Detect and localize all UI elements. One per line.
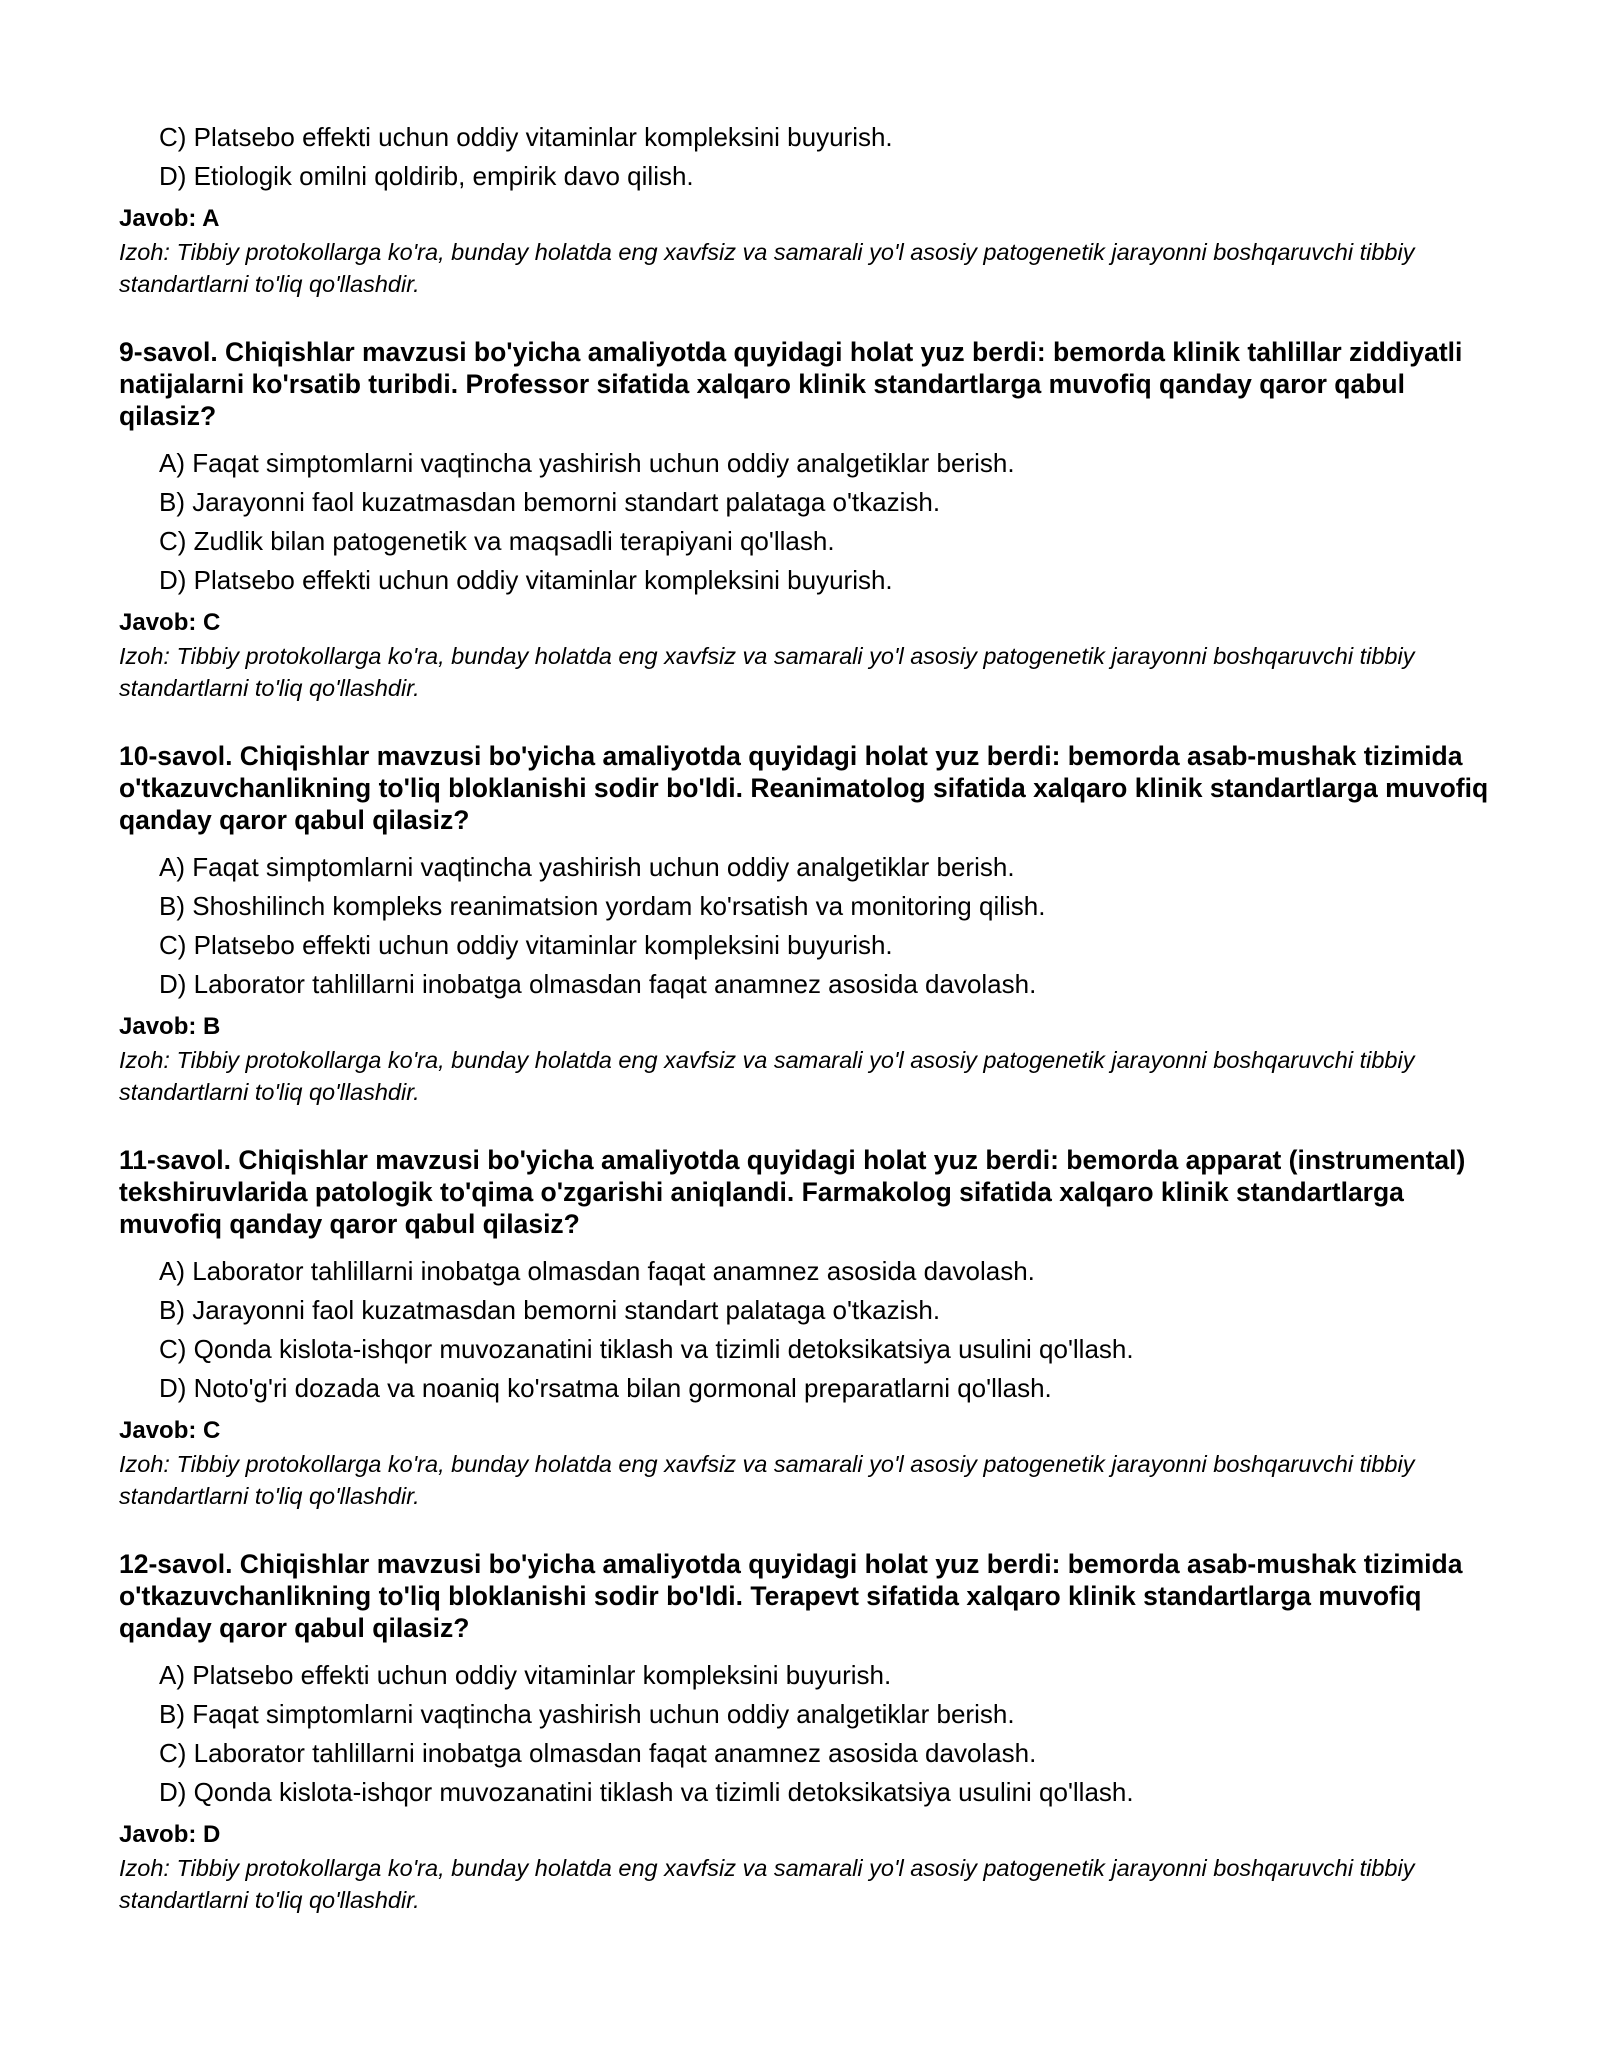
question-text: 9-savol. Chiqishlar mavzusi bo'yicha amaliyotda quyidagi holat yuz berdi: bemorda klinik tahlillar ziddiyatli natijalarni ko'rsatib turibdi. Professor sifatida xalqaro klinik standartlarga muvofiq qanday qaror qabul qilasiz? [119, 337, 1463, 431]
answer-option: D) Noto'g'ri dozada va noaniq ko'rsatma bilan gormonal preparatlarni qo'llash. [159, 1373, 1052, 1403]
answer-option: D) Laborator tahlillarni inobatga olmasdan faqat anamnez asosida davolash. [159, 969, 1037, 999]
answer-option: A) Laborator tahlillarni inobatga olmasdan faqat anamnez asosida davolash. [159, 1256, 1035, 1286]
question-block-continued [119, 118, 1489, 300]
question-block-9 [119, 336, 1489, 704]
answer-option: C) Platsebo effekti uchun oddiy vitaminlar kompleksini buyurish. [159, 122, 893, 152]
answer-key: Javob: B [119, 1013, 221, 1040]
question-block-11 [119, 1144, 1489, 1512]
question-text: 12-savol. Chiqishlar mavzusi bo'yicha amaliyotda quyidagi holat yuz berdi: bemorda asab-mushak tizimida o'tkazuvchanlikning to'liq bloklanishi sodir bo'ldi. Terapevt sifatida xalqaro klinik standartlarga muvofiq qanday qaror qabul qilasiz? [119, 1549, 1463, 1643]
explanation-note: Izoh: Tibbiy protokollarga ko'ra, bunday holatda eng xavfsiz va samarali yo'l asosiy patogenetik jarayonni boshqaruvchi tibbiy standartlarni to'liq qo'llashdir. [119, 239, 1415, 297]
answer-option: C) Qonda kislota-ishqor muvozanatini tiklash va tizimli detoksikatsiya usulini qo'llash. [159, 1334, 1134, 1364]
question-text: 11-savol. Chiqishlar mavzusi bo'yicha amaliyotda quyidagi holat yuz berdi: bemorda apparat (instrumental) tekshiruvlarida patologik to'qima o'zgarishi aniqlandi. Farmakolog sifatida xalqaro klinik standartlarga muvofiq qanday qaror qabul qilasiz? [119, 1145, 1466, 1239]
answer-option: B) Shoshilinch kompleks reanimatsion yordam ko'rsatish va monitoring qilish. [159, 891, 1046, 921]
answer-option: C) Laborator tahlillarni inobatga olmasdan faqat anamnez asosida davolash. [159, 1738, 1037, 1768]
answer-key: Javob: C [119, 1417, 221, 1444]
explanation-note: Izoh: Tibbiy protokollarga ko'ra, bunday holatda eng xavfsiz va samarali yo'l asosiy patogenetik jarayonni boshqaruvchi tibbiy standartlarni to'liq qo'llashdir. [119, 1451, 1415, 1509]
answer-option: B) Faqat simptomlarni vaqtincha yashirish uchun oddiy analgetiklar berish. [159, 1699, 1015, 1729]
answer-option: A) Faqat simptomlarni vaqtincha yashirish uchun oddiy analgetiklar berish. [159, 448, 1015, 478]
question-block-10 [119, 740, 1489, 1108]
answer-key: Javob: C [119, 609, 221, 636]
answer-option: C) Zudlik bilan patogenetik va maqsadli terapiyani qo'llash. [159, 526, 835, 556]
answer-option: A) Platsebo effekti uchun oddiy vitaminlar kompleksini buyurish. [159, 1660, 892, 1690]
answer-option: D) Qonda kislota-ishqor muvozanatini tiklash va tizimli detoksikatsiya usulini qo'llash. [159, 1777, 1134, 1807]
document-page [119, 118, 1489, 1916]
answer-key: Javob: A [119, 205, 220, 232]
explanation-note: Izoh: Tibbiy protokollarga ko'ra, bunday holatda eng xavfsiz va samarali yo'l asosiy patogenetik jarayonni boshqaruvchi tibbiy standartlarni to'liq qo'llashdir. [119, 1047, 1415, 1105]
answer-option: B) Jarayonni faol kuzatmasdan bemorni standart palataga o'tkazish. [159, 487, 941, 517]
answer-option: D) Etiologik omilni qoldirib, empirik davo qilish. [159, 161, 694, 191]
explanation-note: Izoh: Tibbiy protokollarga ko'ra, bunday holatda eng xavfsiz va samarali yo'l asosiy patogenetik jarayonni boshqaruvchi tibbiy standartlarni to'liq qo'llashdir. [119, 643, 1415, 701]
explanation-note: Izoh: Tibbiy protokollarga ko'ra, bunday holatda eng xavfsiz va samarali yo'l asosiy patogenetik jarayonni boshqaruvchi tibbiy standartlarni to'liq qo'llashdir. [119, 1855, 1415, 1913]
answer-option: A) Faqat simptomlarni vaqtincha yashirish uchun oddiy analgetiklar berish. [159, 852, 1015, 882]
question-block-12 [119, 1548, 1489, 1916]
answer-option: C) Platsebo effekti uchun oddiy vitaminlar kompleksini buyurish. [159, 930, 893, 960]
answer-key: Javob: D [119, 1821, 221, 1848]
answer-option: B) Jarayonni faol kuzatmasdan bemorni standart palataga o'tkazish. [159, 1295, 941, 1325]
question-text: 10-savol. Chiqishlar mavzusi bo'yicha amaliyotda quyidagi holat yuz berdi: bemorda asab-mushak tizimida o'tkazuvchanlikning to'liq bloklanishi sodir bo'ldi. Reanimatolog sifatida xalqaro klinik standartlarga muvofiq qanday qaror qabul qilasiz? [119, 741, 1489, 835]
answer-option: D) Platsebo effekti uchun oddiy vitaminlar kompleksini buyurish. [159, 565, 893, 595]
